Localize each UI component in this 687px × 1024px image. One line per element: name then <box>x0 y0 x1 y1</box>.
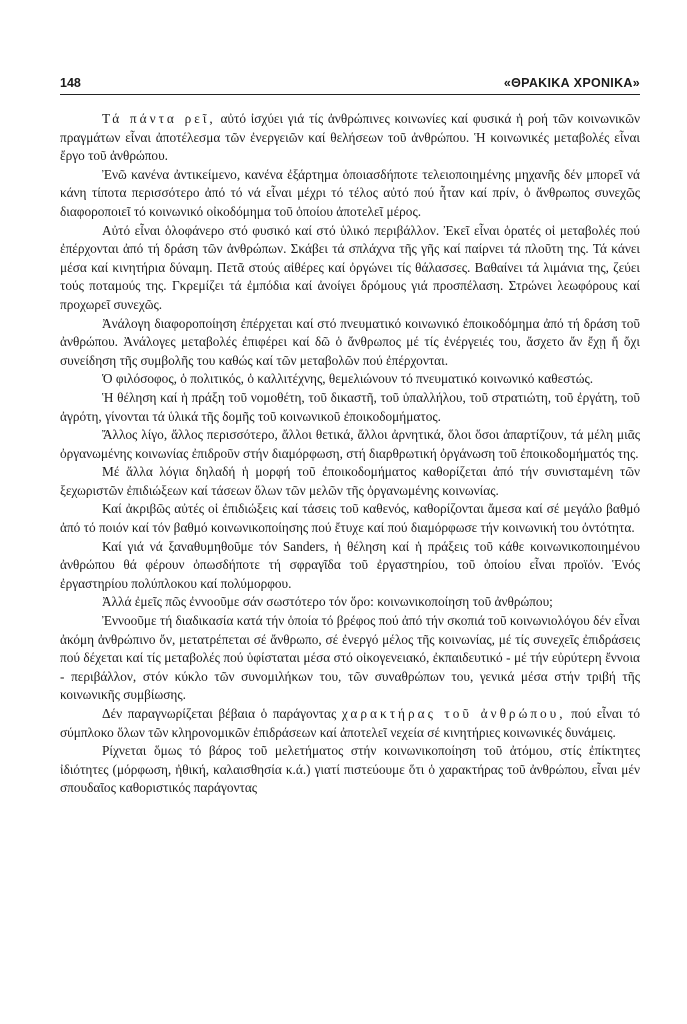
paragraph <box>60 110 640 166</box>
article-body <box>60 110 640 798</box>
page-header <box>60 74 640 94</box>
header-rule <box>60 94 640 95</box>
paragraph: Ὁ φιλόσοφος, ὁ πολιτικός, ὁ καλλιτέχνης, θεμελιώνουν τό πνευματικό κοινωνικό καθεστώς. <box>102 371 594 387</box>
paragraph-text: πού εἶναι τό σύμπλοκο ὅλων τῶν κληρονομικῶν ἐπιδράσεων καί ἀποτελεῖ νεχεία σέ κινητήριες κοινωνικές δυνάμεις. <box>60 706 640 740</box>
paragraph: Μέ ἄλλα λόγια δηλαδή ἡ μορφή τοῦ ἐποικοδομήματος καθορίζεται ἀπό τήν συνισταμένη τῶν ξεχωριστῶν ἐπιδιώξεων καί τάσεων ὅλων τῶν μελῶν τῆς ὀργανωμένης κοινωνίας. <box>60 464 640 498</box>
paragraph: Καί ἀκριβῶς αὐτές οἱ ἐπιδιώξεις καί τάσεις τοῦ καθενός, καθορίζονται ἄμεσα καί σέ μεγάλο βαθμό ἀπό τό ποιόν καί τόν βαθμό κοινωνικοποίησης πού ἔτυχε καί πού διαμόρφωσε τήν κοινωνική του ὀντότητα. <box>60 501 640 536</box>
paragraph: Ἐννοοῦμε τή διαδικασία κατά τήν ὁποία τό βρέφος πού ἀπό τήν σκοπιά τοῦ κοινωνιολόγου δέν εἶναι ἀκόμη ἀνθρώπινο ὄν, μετατρέπεται σέ ἄνθρωπο, σέ ἐνεργό μέλος τῆς κοινωνίας, μέ τίς συνεχεῖς ἐπιδράσεις πού δέχεται καί τίς μεταβολές πού ὑφίσταται μέσα στό οἰκογενειακό, ἐκπαιδευτικό - μέ τήν εὐρύτερη ἔννοια - περιβάλλον, στόν κύκλο τῶν συνομιλήκων του, τῶν συναθρώπων του, γενικά μέσα στήν τριβή τῆς κοινωνικῆς συμβίωσης. <box>60 613 640 703</box>
paragraph: Καί γιά νά ξαναθυμηθοῦμε τόν Sanders, ἡ θέληση καί ἡ πράξεις τοῦ κάθε κοινωνικοποιημένου ἀνθρώπου θά φέρουν ὁπωσδήποτε τή σφραγῖδα τοῦ ἐργαστηρίου, τοῦ ὁποίου εἶναι προϊόν. Ἑνός ἐργαστηρίου πολύπλοκου καί πολύμορφου. <box>60 538 640 591</box>
page-number: 148 <box>60 76 81 90</box>
paragraph: Ἀνάλογη διαφοροποίηση ἐπέρχεται καί στό πνευματικό κοινωνικό ἐποικοδόμημα ἀπό τή δράση τοῦ ἀνθρώπου. Ἀνάλογες μεταβολές ἐπιφέρει καί δῶ ὁ ἄνθρωπος μέ τίς ἐνέργειές του, ἄσχετο ἄν ἔχῃ ἤ ὄχι συνείδηση τῆς συμβολῆς του καθώς καί τῶν μεταβολῶν πού ἐπέρχονται. <box>60 315 640 368</box>
spaced-phrase: χαρακτήρας τοῦ ἀνθρώπου, <box>341 706 566 721</box>
paragraph: Ρίχνεται ὅμως τό βάρος τοῦ μελετήματος στήν κοινωνικοποίηση τοῦ ἀτόμου, στίς ἐπίκτητες ἰδιότητες (μόρφωση, ἠθική, καλαισθησία κ.ά.) γιατί πιστεύουμε ὅτι ὁ χαρακτήρας τοῦ ἀνθρώπου, εἶναι μέν σπουδαῖος καθοριστικός παράγοντας <box>60 743 640 796</box>
paragraph: Ἄλλος λίγο, ἄλλος περισσότερο, ἄλλοι θετικά, ἄλλοι ἀρνητικά, ὅλοι ὅσοι ἀπαρτίζουν, τά μέλη μιᾶς ὀργανωμένης κοινωνίας ἐπιδροῦν στήν διαμόρφωση, στή διαρθρωτική ὀργάνωση τοῦ ἐποικοδομήματός της. <box>60 427 640 461</box>
document-page <box>60 74 640 798</box>
paragraph <box>60 705 640 742</box>
paragraph: Ἡ θέληση καί ἡ πράξη τοῦ νομοθέτη, τοῦ δικαστῆ, τοῦ ὑπαλλήλου, τοῦ στρατιώτη, τοῦ ἐργάτη, τοῦ ἀγρότη, γίνονται τά ὑλικά τῆς δομῆς τοῦ κοινωνικοῦ ἐποικοδομήματος. <box>60 389 640 424</box>
paragraph-text: αὐτό ἰσχύει γιά τίς ἀνθρώπινες κοινωνίες καί φυσικά ἡ ροή τῶν κοινωνικῶν πραγμάτων εἶναι ἀποτέλεσμα τῶν ἐνεργειῶν καί θελήσεων τοῦ ἀνθρώπου. Ἡ κοινωνικές μεταβολές εἶναι ἔργο τοῦ ἀνθρώπου. <box>60 111 640 164</box>
paragraph-text: Δέν παραγνωρίζεται βέβαια ὁ παράγοντας <box>102 706 342 721</box>
paragraph: Ἐνῶ κανένα ἀντικείμενο, κανένα ἐξάρτημα ὁποιασδήποτε τελειοποιημένης μηχανῆς δέν μπορεῖ νά κάνη τίποτα περισσότερο ἀπό τό νά εἶναι μέχρι τό τέλος αὐτό πού ἦταν καί πρίν, ὁ ἄνθρωπος συνεχῶς διαφοροποιεῖ τό κοινωνικό οἰκοδόμημα τοῦ ὁποίου ἀποτελεῖ μέρος. <box>60 166 640 219</box>
spaced-phrase: Τά πάντα ρεῖ, <box>102 111 216 126</box>
paragraph: Αὐτό εἶναι ὁλοφάνερο στό φυσικό καί στό ὑλικό περιβάλλον. Ἐκεῖ εἶναι ὁρατές οἱ μεταβολές πού ἐπέρχονται ἀπό τή δράση τῶν ἀνθρώπων. Σκάβει τά σπλάχνα τῆς γῆς καί παίρνει τά πλοῦτη της. Τά κάνει μέσα καί κινητήρια δύναμη. Πετᾶ στούς αἰθέρες καί ὀργώνει τίς θάλασσες. Βαθαίνει τά λιμάνια της, ζεύει τούς ποταμούς της. Γκρεμίζει τά ἐμπόδια καί ἀνοίγει δρόμους γιά προσπέλαση. Στρώνει λεωφόρους καί προχωρεῖ συνεχῶς. <box>60 222 640 312</box>
paragraph: Ἀλλά ἐμεῖς πῶς ἐννοοῦμε σάν σωστότερο τόν ὅρο: κοινωνικοποίηση τοῦ ἀνθρώπου; <box>102 594 553 610</box>
journal-title: «ΘΡΑΚΙΚΑ ΧΡΟΝΙΚΑ» <box>503 76 640 90</box>
